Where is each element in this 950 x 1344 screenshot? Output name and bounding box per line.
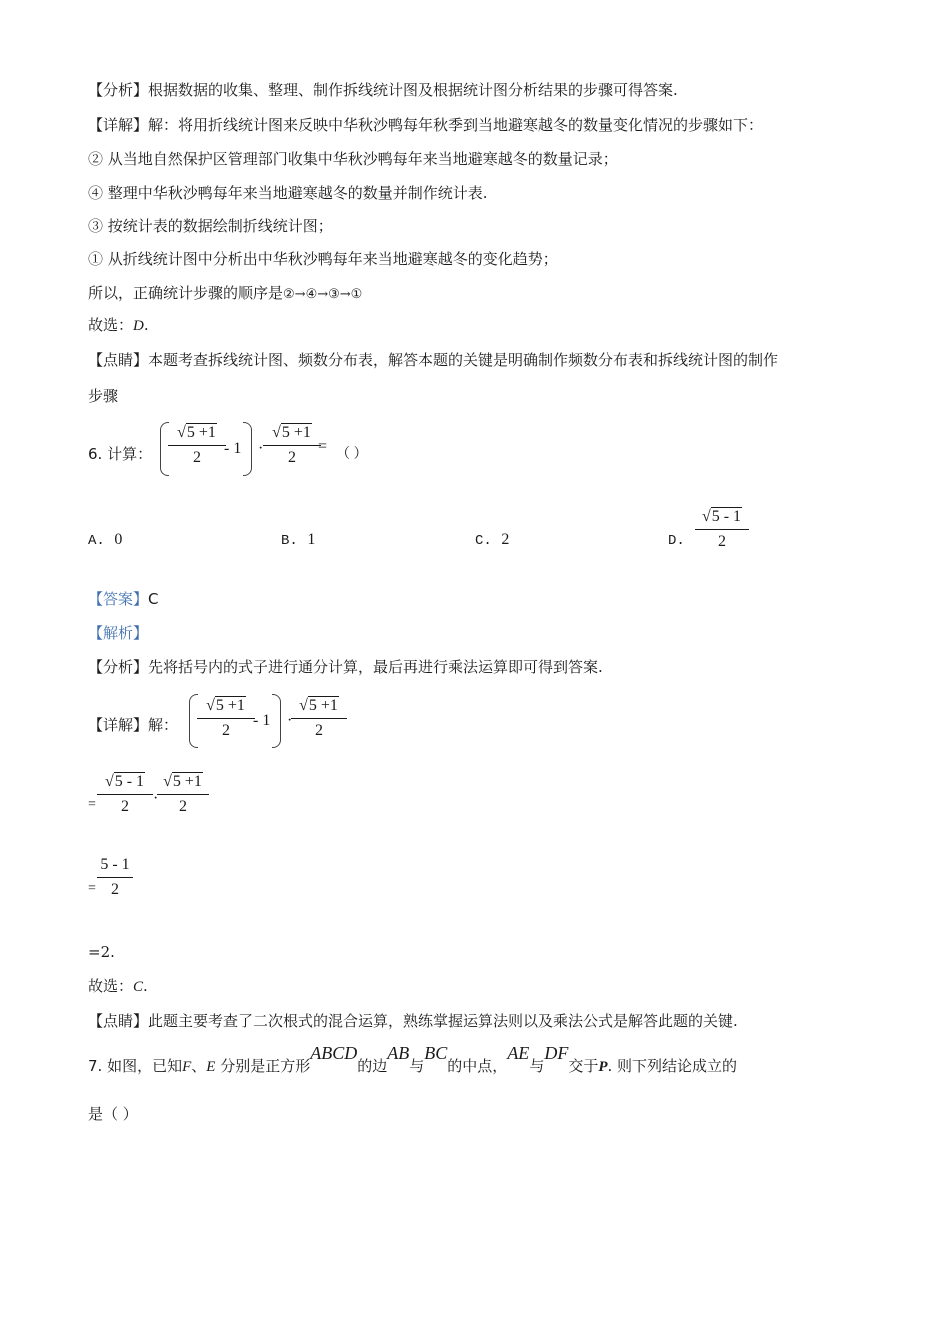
detail-fraction-1: $\frac{√5 +1}{2}$ — [197, 697, 255, 740]
option-a[interactable] — [88, 530, 122, 549]
option-b-label: B. — [281, 533, 298, 549]
option-c-value: 2 — [501, 531, 510, 548]
step-4: ④ 整理中华秋沙鸭每年来当地避寒越冬的数量并制作统计表. — [88, 184, 488, 202]
equals-sign: = — [318, 438, 328, 455]
q7-line-2: 是（ ） — [88, 1105, 138, 1123]
answer-line — [88, 589, 159, 609]
q7-text-5: 交于 — [568, 1057, 599, 1075]
choice-letter: D — [133, 318, 144, 334]
option-d-fraction: $\frac{√5 - 1}{2}$ — [695, 508, 749, 551]
choice-letter-6: C — [133, 979, 144, 995]
dianjing-5-cont: 步骤 — [88, 387, 119, 405]
q6-fenxi: 【分析】先将括号内的式子进行通分计算，最后再进行乘法运算即可得到答案. — [88, 658, 603, 676]
q7-line-1 — [88, 1043, 738, 1077]
q6-fraction-2: $\frac{√5 +1}{2}$ — [263, 424, 321, 467]
analysis-xiangjie: 【详解】解：将用折线统计图来反映中华秋沙鸭每年秋季到当地避寒越冬的数量变化情况的步骤如下： — [88, 116, 764, 134]
segment-ae: AE — [507, 1043, 530, 1063]
step2-equals: = — [88, 797, 96, 812]
option-c[interactable] — [475, 530, 509, 549]
option-b[interactable] — [281, 530, 315, 549]
order-sequence: ②→④→③→① — [283, 287, 363, 302]
q7-yu-2: 与 — [529, 1057, 545, 1075]
point-p: P — [598, 1059, 608, 1075]
square-abcd: ABCD — [310, 1043, 358, 1063]
choice-line-6 — [88, 976, 148, 997]
step2-fraction-2: $\frac{√5 +1}{2}$ — [157, 773, 209, 816]
point-e: E — [206, 1059, 216, 1075]
right-paren-2 — [272, 694, 281, 748]
step3-equals: = — [88, 881, 96, 896]
option-a-label: A. — [88, 533, 105, 549]
choice-line-5 — [88, 315, 149, 336]
step2-fraction-1: $\frac{√5 - 1}{2}$ — [97, 773, 153, 816]
detail-fraction-2: $\frac{√5 +1}{2}$ — [291, 697, 347, 740]
jiexi-tag: 【解析】 — [88, 624, 149, 642]
dianjing-5: 【点睛】本题考查拆线统计图、频数分布表，解答本题的关键是明确制作频数分布表和拆线统计图的制作 — [88, 351, 779, 369]
option-c-label: C. — [475, 533, 492, 549]
step2-dot: · — [153, 790, 159, 807]
q7-text-6: . 则下列结论成立的 — [607, 1057, 738, 1075]
right-paren — [243, 422, 252, 476]
answer-value: C — [148, 590, 159, 608]
option-b-value: 1 — [307, 531, 316, 548]
q7-text-3: 的边 — [357, 1057, 388, 1075]
option-d[interactable] — [668, 530, 685, 549]
detail-dot: · — [287, 712, 293, 729]
order-prefix: 所以，正确统计步骤的顺序是 — [88, 284, 284, 302]
dianjing-6: 【点睛】此题主要考查了二次根式的混合运算，熟练掌握运算法则以及乘法公式是解答此题的关键. — [88, 1012, 738, 1030]
q7-text-4: 的中点， — [447, 1057, 508, 1075]
q7-text-2: 分别是正方形 — [215, 1057, 311, 1075]
segment-df: DF — [544, 1043, 569, 1063]
step-2: ② 从当地自然保护区管理部门收集中华秋沙鸭每年来当地避寒越冬的数量记录； — [88, 150, 618, 168]
q6-xiangjie-prefix: 【详解】解： — [88, 716, 179, 734]
q7-text-1: 如图，已知 — [107, 1057, 183, 1075]
point-f: F — [182, 1059, 192, 1075]
q6-fraction: $\frac{√5 +1}{2}$ — [168, 424, 226, 467]
step-1: ① 从折线统计图中分析出中华秋沙鸭每年来当地避寒越冬的变化趋势； — [88, 250, 558, 268]
dot-operator: · — [258, 440, 264, 457]
choice-prefix-6: 故选： — [88, 977, 134, 995]
step4-result: =2. — [88, 943, 115, 961]
option-d-label: D. — [668, 533, 685, 549]
step3-fraction: $\frac{5 - 1}{2}$ — [97, 856, 133, 899]
step-3: ③ 按统计表的数据绘制折线统计图； — [88, 217, 333, 235]
q7-yu-1: 与 — [409, 1057, 425, 1075]
answer-tag: 【答案】 — [88, 590, 149, 608]
q6-minus-one: - 1 — [224, 440, 242, 457]
answer-blank: （ ） — [336, 447, 368, 462]
q7-number: 7. — [88, 1057, 108, 1075]
choice-prefix: 故选： — [88, 316, 134, 334]
q6-prefix: 6. 计算： — [88, 445, 153, 463]
segment-bc: BC — [424, 1043, 448, 1063]
analysis-fenxi: 【分析】根据数据的收集、整理、制作拆线统计图及根据统计图分析结果的步骤可得答案. — [88, 81, 678, 99]
order-line — [88, 283, 362, 305]
q7-sep: 、 — [191, 1057, 207, 1075]
choice-suffix-6: . — [143, 977, 148, 995]
segment-ab: AB — [387, 1043, 410, 1063]
option-a-value: 0 — [114, 531, 123, 548]
detail-minus-one: - 1 — [253, 712, 271, 729]
choice-suffix: . — [143, 316, 149, 334]
